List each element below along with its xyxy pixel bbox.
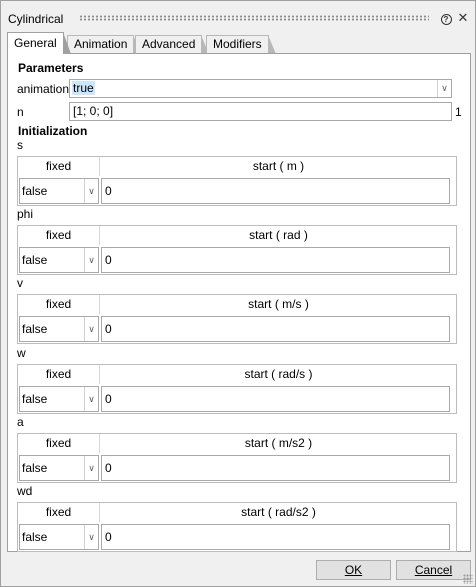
chevron-down-icon[interactable]: ∨ xyxy=(84,525,98,549)
init-table xyxy=(17,294,457,344)
resize-grip[interactable] xyxy=(463,574,473,584)
start-header: start ( rad ) xyxy=(249,228,308,242)
group-a xyxy=(17,415,457,483)
fixed-header: fixed xyxy=(18,503,100,522)
fixed-header: fixed xyxy=(18,295,100,314)
tab-animation[interactable]: Animation xyxy=(67,35,134,54)
n-unit: 1 xyxy=(455,105,462,119)
fixed-combo[interactable] xyxy=(19,316,99,342)
animation-combo[interactable] xyxy=(69,79,452,98)
chevron-down-icon[interactable]: ∨ xyxy=(84,179,98,203)
fixed-combo[interactable] xyxy=(19,524,99,550)
drag-grip[interactable] xyxy=(79,15,429,21)
close-button[interactable] xyxy=(456,11,470,25)
tab-modifiers[interactable]: Modifiers xyxy=(206,35,269,54)
start-header: start ( rad/s2 ) xyxy=(241,505,316,519)
fixed-value: false xyxy=(22,253,48,267)
start-header: start ( m ) xyxy=(252,159,305,173)
start-input[interactable]: 0 xyxy=(101,524,450,550)
start-header: start ( m/s2 ) xyxy=(244,436,313,450)
init-table xyxy=(17,364,457,414)
group-label: s xyxy=(17,138,23,152)
start-header: start ( rad/s ) xyxy=(244,367,313,381)
ok-button[interactable] xyxy=(316,560,391,580)
help-icon: ? xyxy=(441,14,452,25)
chevron-down-icon[interactable]: ∨ xyxy=(84,456,98,480)
fixed-header: fixed xyxy=(18,365,100,384)
fixed-combo[interactable] xyxy=(19,455,99,481)
chevron-down-icon[interactable]: ∨ xyxy=(84,317,98,341)
chevron-down-icon[interactable]: ∨ xyxy=(437,80,451,97)
title-bar[interactable] xyxy=(1,1,475,31)
fixed-value: false xyxy=(22,184,48,198)
fixed-combo[interactable] xyxy=(19,386,99,412)
fixed-value: false xyxy=(22,530,48,544)
help-button[interactable] xyxy=(439,11,453,25)
group-label: phi xyxy=(17,207,34,221)
fixed-value: false xyxy=(22,322,48,336)
init-table xyxy=(17,225,457,275)
cancel-label: Cancel xyxy=(414,563,453,577)
group-s xyxy=(17,138,457,206)
n-label: n xyxy=(17,105,24,119)
tab-bar xyxy=(7,32,469,54)
group-v xyxy=(17,276,457,344)
cancel-button[interactable] xyxy=(396,560,471,580)
group-label: w xyxy=(17,346,26,360)
tab-panel-general xyxy=(7,53,471,552)
window-title: Cylindrical xyxy=(8,12,64,26)
init-table xyxy=(17,433,457,483)
parameters-heading: Parameters xyxy=(18,61,84,75)
group-label: wd xyxy=(17,484,33,498)
tab-general[interactable]: General xyxy=(7,32,64,54)
start-header: start ( m/s ) xyxy=(248,297,309,311)
initialization-heading: Initialization xyxy=(18,124,88,138)
fixed-header: fixed xyxy=(18,157,100,176)
fixed-value: false xyxy=(22,461,48,475)
chevron-down-icon[interactable]: ∨ xyxy=(84,248,98,272)
animation-value: true xyxy=(73,81,94,95)
init-table xyxy=(17,502,457,552)
group-phi xyxy=(17,207,457,275)
start-input[interactable]: 0 xyxy=(101,247,450,273)
group-w xyxy=(17,346,457,414)
fixed-header: fixed xyxy=(18,434,100,453)
tab-advanced[interactable]: Advanced xyxy=(135,35,202,54)
fixed-combo[interactable] xyxy=(19,178,99,204)
chevron-down-icon[interactable]: ∨ xyxy=(84,387,98,411)
animation-label: animation xyxy=(17,82,70,96)
ok-label: OK xyxy=(344,563,363,577)
group-wd xyxy=(17,484,457,552)
fixed-value: false xyxy=(22,392,48,406)
start-input[interactable]: 0 xyxy=(101,455,450,481)
start-input[interactable]: 0 xyxy=(101,178,450,204)
fixed-header: fixed xyxy=(18,226,100,245)
start-input[interactable]: 0 xyxy=(101,386,450,412)
init-table xyxy=(17,156,457,206)
group-label: a xyxy=(17,415,24,429)
n-input[interactable]: [1; 0; 0] xyxy=(69,102,452,121)
start-input[interactable]: 0 xyxy=(101,316,450,342)
close-icon: ✕ xyxy=(457,10,469,25)
fixed-combo[interactable] xyxy=(19,247,99,273)
group-label: v xyxy=(17,276,23,290)
